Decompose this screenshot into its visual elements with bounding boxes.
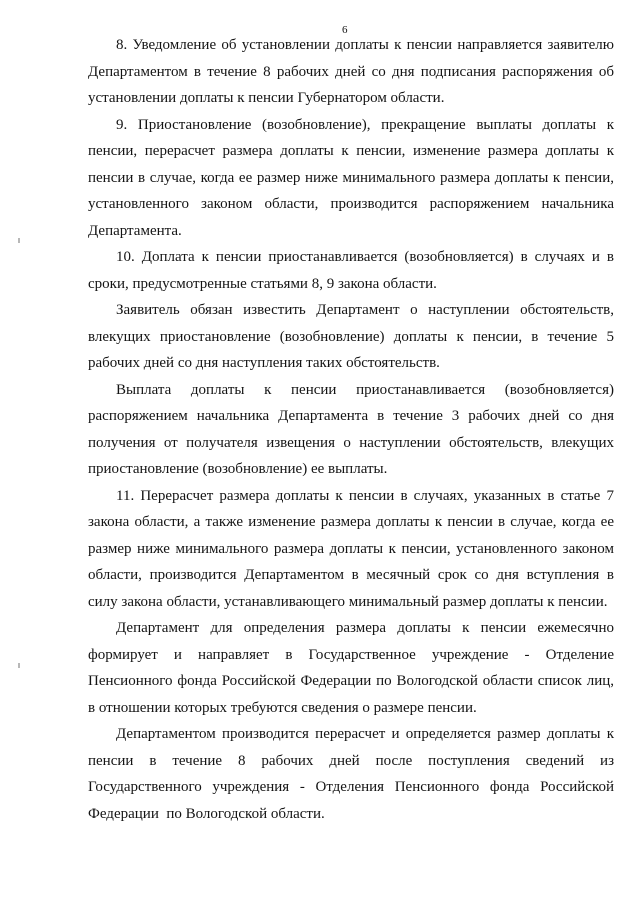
text-line: Департамент для определения размера доплаты к пенсии ежемесячно	[116, 620, 614, 637]
text-line: пенсии в случае, когда ее размер ниже минимального размера доплаты к пенсии,	[88, 169, 614, 186]
text-line: Выплата доплаты к пенсии приостанавливается (возобновляется)	[116, 381, 614, 398]
text-line: установленного законом области, производится распоряжением начальника	[88, 196, 614, 213]
text-line: 8. Уведомление об установлении доплаты к пенсии направляется заявителю	[116, 37, 614, 53]
text-line: формирует и направляет в Государственное учреждение - Отделение	[88, 646, 614, 663]
text-line: рабочих дней со дня наступления таких обстоятельств.	[88, 355, 440, 372]
text-line: силу закона области, устанавливающего минимальный размер доплаты к пенсии.	[88, 593, 608, 610]
paragraph-11-request	[88, 615, 614, 721]
text-line: установлении доплаты к пенсии Губернатором области.	[88, 90, 445, 107]
text-line: пенсии, перерасчет размера доплаты к пенсии, изменение размера доплаты к	[88, 143, 614, 160]
paragraph-9	[88, 112, 614, 245]
text-line: области, производится Департаментом в месячный срок со дня вступления в	[88, 567, 614, 584]
scan-mark	[18, 238, 20, 243]
paragraph-8	[88, 32, 614, 112]
text-line: получения от получателя извещения о наступлении обстоятельств, влекущих	[88, 434, 614, 451]
text-line: Пенсионного фонда Российской Федерации по Вологодской области список лиц,	[88, 673, 614, 690]
text-line: распоряжением начальника Департамента в течение 3 рабочих дней со дня	[88, 408, 614, 425]
text-line: Департаментом в течение 8 рабочих дней со дня подписания распоряжения об	[88, 63, 614, 80]
text-line: влекущих приостановление (возобновление) доплаты к пенсии, в течение 5	[88, 328, 614, 345]
scan-mark	[18, 663, 20, 668]
text-line: пенсии в течение 8 рабочих дней после поступления сведений из	[88, 752, 614, 769]
text-line: Заявитель обязан известить Департамент о наступлении обстоятельств,	[116, 302, 614, 319]
text-line: 10. Доплата к пенсии приостанавливается (возобновляется) в случаях и в	[116, 249, 614, 266]
text-line: в отношении которых требуются сведения о размере пенсии.	[88, 699, 477, 716]
text-line: Федерации по Вологодской области.	[88, 805, 325, 822]
text-line: приостановление (возобновление) ее выплаты.	[88, 461, 388, 478]
text-line: закона области, а также изменение размера доплаты к пенсии в случае, когда ее	[88, 514, 614, 531]
page-number: 6	[342, 24, 348, 36]
text-line: сроки, предусмотренные статьями 8, 9 закона области.	[88, 275, 437, 292]
text-line: 11. Перерасчет размера доплаты к пенсии в случаях, указанных в статье 7	[116, 487, 614, 504]
document-body	[88, 32, 614, 827]
paragraph-10	[88, 244, 614, 297]
text-line: Государственного учреждения - Отделения Пенсионного фонда Российской	[88, 779, 614, 796]
text-line: Департамента.	[88, 222, 182, 239]
paragraph-11	[88, 483, 614, 616]
paragraph-10-payment	[88, 377, 614, 483]
paragraph-10-notice	[88, 297, 614, 377]
text-line: 9. Приостановление (возобновление), прекращение выплаты доплаты к	[116, 116, 614, 133]
text-line: размер ниже минимального размера доплаты к пенсии, установленного законом	[88, 540, 614, 557]
paragraph-11-recalculation	[88, 721, 614, 827]
text-line: Департаментом производится перерасчет и определяется размер доплаты к	[116, 726, 614, 743]
